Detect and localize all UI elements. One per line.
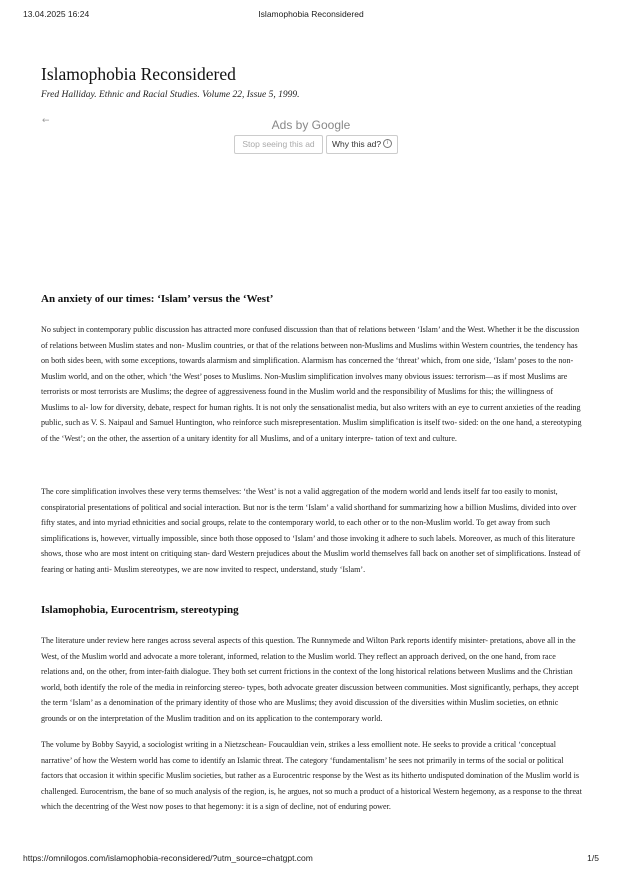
ad-back-arrow-icon[interactable]: ←: [42, 116, 50, 126]
why-this-ad-button[interactable]: [326, 135, 398, 154]
section-heading: An anxiety of our times: ‘Islam’ versus the ‘West’: [41, 293, 274, 305]
print-page-title: Islamophobia Reconsidered: [258, 9, 364, 19]
print-header: [23, 9, 599, 21]
article-title: Islamophobia Reconsidered: [41, 64, 236, 84]
body-paragraph: The core simplification involves these very terms themselves: ‘the West’ is not a valid aggregation of the modern world and lends itself far too easily to monist, conspiratorial presentations of political and social interaction. But nor is the term ‘Islam’ a valid shorthand for summarizing how a billion Muslims, divided into over fifty states, and into myriad ethnicities and social groups, relate to the contemporary world, to each other or to the non-Muslim world. To get away from such simplifications is, however, virtually impossible, since both those opposed to ‘Islam’ and those invoking it adhere to such labels. Moreover, as much of this literature shows, those who are most intent on critiquing stan- dard Western prejudices about the Muslim world themselves fall back on another set of simplifications. Instead of fearing or hating anti- Muslim stereotypes, we are now invited to respect, understand, study ‘Islam’.: [41, 487, 581, 574]
info-icon: i: [383, 139, 392, 148]
article-citation: Fred Halliday. Ethnic and Racial Studies. Volume 22, Issue 5, 1999.: [41, 90, 300, 100]
page-number: 1/5: [587, 853, 599, 863]
why-this-ad-label: Why this ad?: [332, 139, 382, 149]
stop-seeing-ad-button[interactable]: [234, 135, 323, 154]
print-datetime: 13.04.2025 16:24: [23, 9, 90, 19]
body-paragraph: The volume by Bobby Sayyid, a sociologist writing in a Nietzschean- Foucauldian vein, strikes a less emollient note. He seeks to provide a critical ‘conceptual narrative’ of how the Western world has come to identify an Islamic threat. The category ‘fundamentalism’ he sees not primarily in terms of the social or political factors that occasion it within specific Muslim societies, but rather as a Eurocentric response by the West as its hitherto undisputed domination of the Muslim world is challenged. Eurocentrism, the bane of so much analysis of the region, is, he argues, not so much a product of a historical Western hegemony, as a response to the threat which the decentring of the West now poses to that hegemony: it is a sign of decline, not of enduring power.: [41, 740, 582, 811]
print-url: https://omnilogos.com/islamophobia-reconsidered/?utm_source=chatgpt.com: [23, 853, 313, 863]
stop-seeing-ad-label: Stop seeing this ad: [242, 139, 315, 149]
ads-by-google-label: Ads by Google: [271, 118, 351, 132]
body-paragraph: The literature under review here ranges across several aspects of this question. The Runnymede and Wilton Park reports identify misinter- pretations, above all in the West, of the Muslim world and advocate a more tolerant, informed, relation to the Muslim world. They reflect an approach derived, on the one hand, from race relations and, on the other, from inter-faith dialogue. They both set current frictions in the context of the long historical relations between Muslims and the Christian world, both identify the role of the media in reinforcing stereo- types, both advocate greater discussion between communities. Most significantly, perhaps, they accept the term ‘Islam’ as a denomination of the primary identity of those who are Muslims; they avoid discussion of the diversities within Muslim societies, on ethnic grounds or on the interpretation of the Muslim tradition and on its application to the contemporary world.: [41, 636, 579, 723]
ad-feedback-buttons: [234, 135, 398, 154]
print-footer: [23, 853, 599, 865]
section-heading: Islamophobia, Eurocentrism, stereotyping: [41, 604, 239, 616]
body-paragraph: No subject in contemporary public discussion has attracted more confused discussion than that of relations between ‘Islam’ and the West. Whether it be the discussion of relations between Muslim states and non- Muslim countries, or that of the relations between non-Muslims and Muslims within Western countries, the tendency has on both sides been, with some exceptions, towards alarmism and simplification. Alarmism has concerned the ‘threat’ which, from one side, ‘Islam’ poses to the non-Muslim world, and on the other, which ‘the West’ poses to Muslims. Non-Muslim simplification involves many obvious issues: terrorism—as if most Muslims are terrorists or most terrorists are Muslims; the degree of aggressiveness found in the Muslim world and the responsibility of Muslims for this; the willingness of Muslims to al- low for diversity, debate, respect for human rights. It is not only the sensationalist media, but also writers with an eye to current anxieties of the reading public, such as V. S. Naipaul and Samuel Huntington, who reinforce such misrepresentation. Muslim simplification is itself two- sided: on the one hand, a stereotyping of the ‘West’; on the other, the assertion of a unitary identity for all Muslims, and of a unitary interpre- tation of text and culture.: [41, 325, 582, 443]
